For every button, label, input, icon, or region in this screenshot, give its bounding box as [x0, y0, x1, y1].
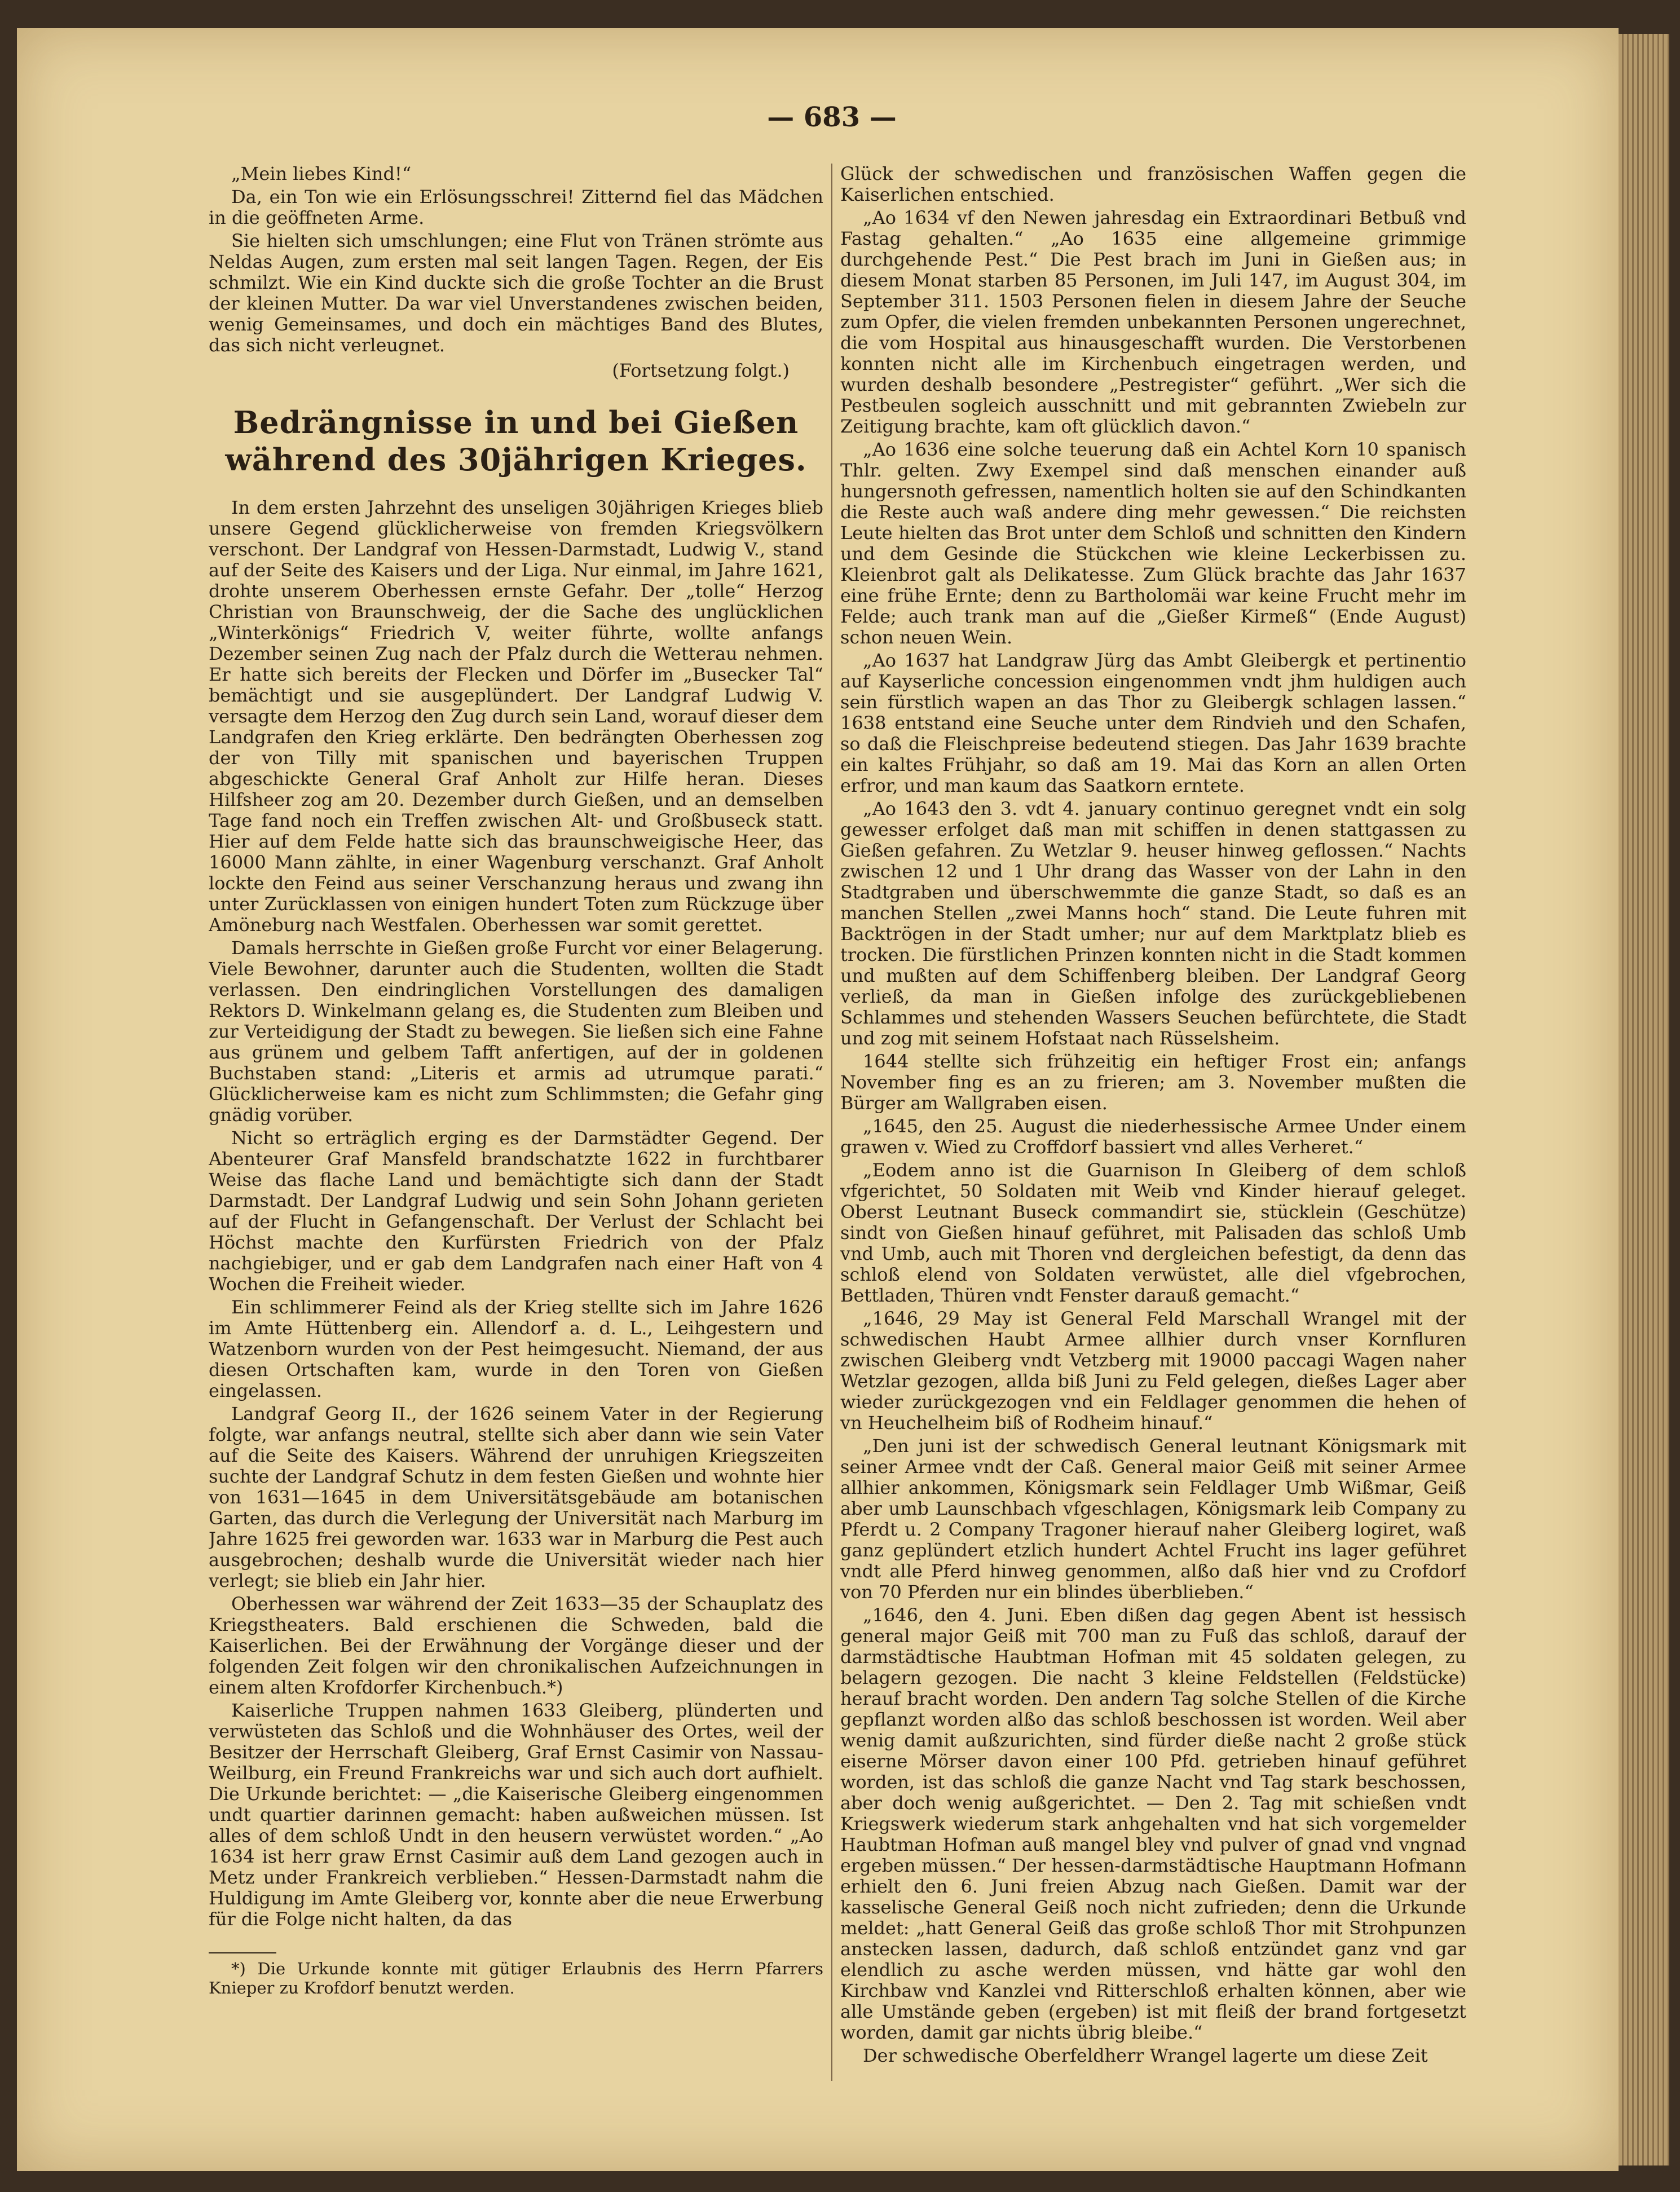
- article-paragraph: „Eodem anno ist die Guarnison In Gleiberg of dem schloß vfgerichtet, 50 Soldaten mit Weib vnd Kinder hierauf geleget. Oberst Leutnant Buseck commandirt sie, stücklein (Geschütze) sindt von Gießen hinauf geführet, mit Palisaden das schloß Umb vnd Umb, auch mit Thoren vnd dergleichen befestigt, da denn das schloß elend von Soldaten verwüstet, alle diel vfgebrochen, Bettladen, Thüren vndt Fenster darauß gemacht.“: [840, 1159, 1466, 1306]
- right-column: [840, 164, 1466, 2103]
- left-column: [209, 164, 823, 2103]
- article-paragraph: Damals herrschte in Gießen große Furcht vor einer Belagerung. Viele Bewohner, darunter auch die Studenten, wollten die Stadt verlassen. Den eindringlichen Vorstellungen des damaligen Rektors D. Winkelmann gelang es, die Studenten zum Bleiben und zur Verteidigung der Stadt zu bewegen. Sie ließen sich eine Fahne aus grünem und gelbem Tafft anfertigen, auf der in goldenen Buchstaben stand: „Literis et armis ad utrumque parati.“ Glücklicherweise kam es nicht zum Schlimmsten; die Gefahr ging gnädig vorüber.: [209, 937, 823, 1126]
- article-paragraph: „Den juni ist der schwedisch General leutnant Königsmark mit seiner Armee vndt der Caß. General maior Geiß mit seiner Armee allhier ankommen, Königsmark sein Feldlager Umb Wißmar, Geiß aber umb Launschbach vfgeschlagen, Königsmark leib Company zu Pferdt u. 2 Company Tragoner hierauf naher Gleiberg logiret, waß ganz geplündert etzlich hundert Achtel Frucht ins lager geführet vndt alle Pferd hinweg genommen, alßo daß hier vnd zu Crofdorf von 70 Pferden nur ein blindes überblieben.“: [840, 1435, 1466, 1603]
- article-paragraph: Ein schlimmerer Feind als der Krieg stellte sich im Jahre 1626 im Amte Hüttenberg ein. Allendorf a. d. L., Leihgestern und Watzenborn wurden von der Pest heimgesucht. Niemand, der aus diesen Ortschaften kam, wurde in den Toren von Gießen eingelassen.: [209, 1296, 823, 1401]
- article-paragraph: „1646, 29 May ist General Feld Marschall Wrangel mit der schwedischen Haubt Armee allhier durch vnser Kornfluren zwischen Gleiberg vndt Vetzberg mit 19000 paccagi Wagen naher Wetzlar gezogen, allda biß Juni zu Feld gelegen, dießes Lager aber wieder zurückgezogen vnd ein Feldlager genommen die hehen of vn Heuchelheim biß of Rodheim hinauf.“: [840, 1308, 1466, 1434]
- article-paragraph: Kaiserliche Truppen nahmen 1633 Gleiberg, plünderten und verwüsteten das Schloß und die Wohnhäuser des Ortes, weil der Besitzer der Herrschaft Gleiberg, Graf Ernst Casimir von Nassau-Weilburg, ein Freund Frankreichs war und sich auch dort aufhielt. Die Urkunde berichtet: — „die Kaiserische Gleiberg eingenommen undt quartier darinnen gemacht: haben außweichen müssen. Ist alles of dem schloß Undt in den heusern verwüstet worden.“ „Ao 1634 ist herr graw Ernst Casimir auß dem Land gezogen auch in Metz under Frankreich verblieben.“ Hessen-Darmstadt nahm die Huldigung im Amte Gleiberg vor, konnte aber die neue Erwerbung für die Folge nicht halten, da das: [209, 1700, 823, 1930]
- column-divider: [831, 164, 832, 2081]
- article-paragraph: Oberhessen war während der Zeit 1633—35 der Schauplatz des Kriegstheaters. Bald erschienen die Schweden, bald die Kaiserlichen. Bei der Erwähnung der Vorgänge dieser und der folgenden Zeit folgen wir den chronikalischen Aufzeichnungen in einem alten Krofdorfer Kirchenbuch.*): [209, 1593, 823, 1698]
- article-paragraph: „Ao 1643 den 3. vdt 4. january continuo geregnet vndt ein solg gewesser erfolget daß man mit schiffen in denen stattgassen zu Gießen gefahren. Zu Wetzlar 9. heuser hinweg geflossen.“ Nachts zwischen 12 und 1 Uhr drang das Wasser von der Lahn in den Stadtgraben und überschwemmte die ganze Stadt, so daß es an manchen Stellen „zwei Manns hoch“ stand. Die Leute fuhren mit Backtrögen in der Stadt umher; nur auf dem Marktplatz blieb es trocken. Die fürstlichen Prinzen konnten nicht in die Stadt kommen und mußten auf dem Schiffenberg bleiben. Der Landgraf Georg verließ, da man in Gießen infolge des zurückgebliebenen Schlammes und stehenden Wassers Seuchen befürchtete, die Stadt und zog mit seinem Hofstaat nach Rüsselsheim.: [840, 798, 1466, 1049]
- article-paragraph: „Ao 1636 eine solche teuerung daß ein Achtel Korn 10 spanisch Thlr. gelten. Zwy Exempel sind daß menschen einander auß hungersnoth gefressen, namentlich holten sie auf den Schindkanten die Reste auch waß andere ding mehr gewessen.“ Die reichsten Leute hielten das Brot unter dem Schloß und schnitten den Kindern und dem Gesinde die Stückchen wie kleine Leckerbissen zu. Kleienbrot galt als Delikatesse. Zum Glück brachte das Jahr 1637 eine frühe Ernte; denn zu Bartholomäi war keine Frucht mehr im Felde; auch trank man auf die „Gießer Kirmeß“ (Ende August) schon neuen Wein.: [840, 439, 1466, 648]
- article-paragraph: Nicht so erträglich erging es der Darmstädter Gegend. Der Abenteurer Graf Mansfeld brandschatzte 1622 in furchtbarer Weise das flache Land und bemächtigte sich dann der Stadt Darmstadt. Der Landgraf Ludwig und sein Sohn Johann gerieten auf der Flucht in Gefangenschaft. Der Verlust der Schlacht bei Höchst machte den Kurfürsten Friedrich von der Pfalz nachgiebiger, und er gab dem Landgrafen nach einer Haft von 4 Wochen die Freiheit wieder.: [209, 1127, 823, 1295]
- article-paragraph: Der schwedische Oberfeldherr Wrangel lagerte um diese Zeit: [863, 2045, 1428, 2066]
- story-paragraph: Sie hielten sich umschlungen; eine Flut von Tränen strömte aus Neldas Augen, zum ersten mal seit langen Tagen. Regen, der Eis schmilzt. Wie ein Kind duckte sich die große Tochter an die Brust der kleinen Mutter. Da war viel Unverstandenes zwischen beiden, wenig Gemeinsames, und doch ein mächtiges Band des Blutes, das sich nicht verleugnet.: [209, 230, 823, 356]
- page-number: — 683 —: [767, 102, 897, 133]
- article-paragraph: 1644 stellte sich frühzeitig ein heftiger Frost ein; anfangs November fing es an zu frieren; am 3. November mußten die Bürger am Wallgraben eisen.: [840, 1051, 1466, 1114]
- article-paragraph: Glück der schwedischen und französischen Waffen gegen die Kaiserlichen entschied.: [840, 164, 1466, 205]
- article-paragraph: „1645, den 25. August die niederhessische Armee Under einem grawen v. Wied zu Croffdorf bassiert vnd alles Verheret.“: [840, 1115, 1466, 1158]
- story-dialogue-line: „Mein liebes Kind!“: [231, 164, 412, 184]
- article-paragraph: „1646, den 4. Juni. Eben dißen dag gegen Abent ist hessisch general major Geiß mit 700 man zu Fuß das schloß, darauf der darmstädtische Haubtman Hofman mit 45 soldaten gelegen, zu belagern gezogen. Die nacht 3 kleine Feldstellen (Feldstücke) herauf bracht worden. Den andern Tag solche Stellen of die Kirche gepflanzt worden alßo das schloß beschossen ist worden. Weil aber wenig damit außzurichten, sind fürder dieße nacht 2 große stück eiserne Mörser davon einer 100 Pfd. getrieben hinauf geführet worden, ist das schloß die ganze Nacht vnd Tag stark beschossen, aber doch wenig außgerichtet. — Den 2. Tag mit schießen vndt Kriegswerk wiederum stark anhgehalten vnd hat sich vorgemelder Haubtman Hofman auß mangel bley vnd pulver of gnad vnd vngnad ergeben müssen.“ Der hessen-darmstädtische Hauptmann Hofmann erhielt den 6. Juni freien Abzug nach Gießen. Damit war der kasselische General Geiß noch nicht zufrieden; denn die Urkunde meldet: „hatt General Geiß das große schloß Thor mit Strohpunzen anstecken lassen, dadurch, daß schloß entzündet ganz vnd gar elendlich zu asche werden müssen, vnd hätte gar wohl den Kirchbaw vnd Kanzlei vnd Ritterschloß erhalten können, aber wie alle Umstände geben (ergeben) ist mit fleiß der brand fortgesetzt worden, damit gar nichts übrig bleibe.“: [840, 1604, 1466, 2043]
- article-paragraph: Landgraf Georg II., der 1626 seinem Vater in der Regierung folgte, war anfangs neutral, stellte sich aber dann wie sein Vater auf die Seite des Kaisers. Während der unruhigen Kriegszeiten suchte der Landgraf Schutz in dem festen Gießen und wohnte hier von 1631—1645 in dem Universitätsgebäude am botanischen Garten, das durch die Verlegung der Universität nach Marburg im Jahre 1625 frei geworden war. 1633 war in Marburg die Pest auch ausgebrochen; deshalb wurde die Universität wieder nach hier verlegt; sie blieb ein Jahr hier.: [209, 1403, 823, 1591]
- footnote: *) Die Urkunde konnte mit gütiger Erlaubnis des Herrn Pfarrers Knieper zu Krofdorf benutzt werden.: [209, 1959, 823, 1997]
- continuation-note: (Fortsetzung folgt.): [612, 360, 790, 381]
- article-paragraph: „Ao 1634 vf den Newen jahresdag ein Extraordinari Betbuß vnd Fastag gehalten.“ „Ao 1635 eine allgemeine grimmige durchgehende Pest.“ Die Pest brach im Juni in Gießen aus; in diesem Monat starben 85 Personen, im Juli 147, im August 304, im September 311. 1503 Personen fielen in diesem Jahre der Seuche zum Opfer, die vielen fremden unbekannten Personen ungerechnet, die vom Hospital aus hinausgeschafft wurden. Die Verstorbenen konnten nicht alle im Kirchenbuch eingetragen werden, und wurden deshalb besondere „Pestregister“ geführt. „Wer sich die Pestbeulen sogleich ausschnitt und mit gebrannten Zwiebeln zur Zeitigung brachte, kam oft glücklich davon.“: [840, 207, 1466, 437]
- story-paragraph: Da, ein Ton wie ein Erlösungsschrei! Zitternd fiel das Mädchen in die geöffneten Arme.: [209, 186, 823, 228]
- article-paragraph: In dem ersten Jahrzehnt des unseligen 30jährigen Krieges blieb unsere Gegend glücklicherweise von fremden Kriegsvölkern verschont. Der Landgraf von Hessen-Darmstadt, Ludwig V., stand auf der Seite des Kaisers und der Liga. Nur einmal, im Jahre 1621, drohte unserem Oberhessen ernste Gefahr. Der „tolle“ Herzog Christian von Braunschweig, der die Sache des unglücklichen „Winterkönigs“ Friedrich V, weiter führte, wollte anfangs Dezember seinen Zug nach der Pfalz durch die Wetterau nehmen. Er hatte sich bereits der Flecken und Dörfer im „Busecker Tal“ bemächtigt und sie ausgeplündert. Der Landgraf Ludwig V. versagte dem Herzog den Zug durch sein Land, worauf dieser dem Landgrafen den Krieg erklärte. Den bedrängten Oberhessen zog der von Tilly mit spanischen und bayerischen Truppen abgeschickte General Graf Anholt zur Hilfe heran. Dieses Hilfsheer zog am 20. Dezember durch Gießen, und an demselben Tage fand noch ein Treffen zwischen Alt- und Großbuseck statt. Hier auf dem Felde hatte sich das braunschweigische Heer, das 16000 Mann zählte, in einer Wagenburg verschanzt. Graf Anholt lockte den Feind aus seiner Verschanzung heraus und zwang ihn unter Zurücklassen von einigen hundert Toten zum Rückzuge über Amöneburg nach Westfalen. Oberhessen war somit gerettet.: [209, 497, 823, 936]
- article-headline: Bedrängnisse in und bei Gießen während des 30jährigen Krieges.: [225, 404, 807, 478]
- article-paragraph: „Ao 1637 hat Landgraw Jürg das Ambt Gleibergk et pertinentio auf Kayserliche concession eingenommen vndt jhm huldigen auch sein fürstlich wapen an das Thor zu Gleibergk schlagen lassen.“ 1638 entstand eine Seuche unter dem Rindvieh und den Schafen, so daß die Fleischpreise bedeutend stiegen. Das Jahr 1639 brachte ein kaltes Frühjahr, so daß am 19. Mai das Korn an allen Orten erfror, und man kaum das Saatkorn erntete.: [840, 650, 1466, 796]
- book-page-edges: [1619, 34, 1669, 2165]
- footnote-rule: [209, 1952, 276, 1953]
